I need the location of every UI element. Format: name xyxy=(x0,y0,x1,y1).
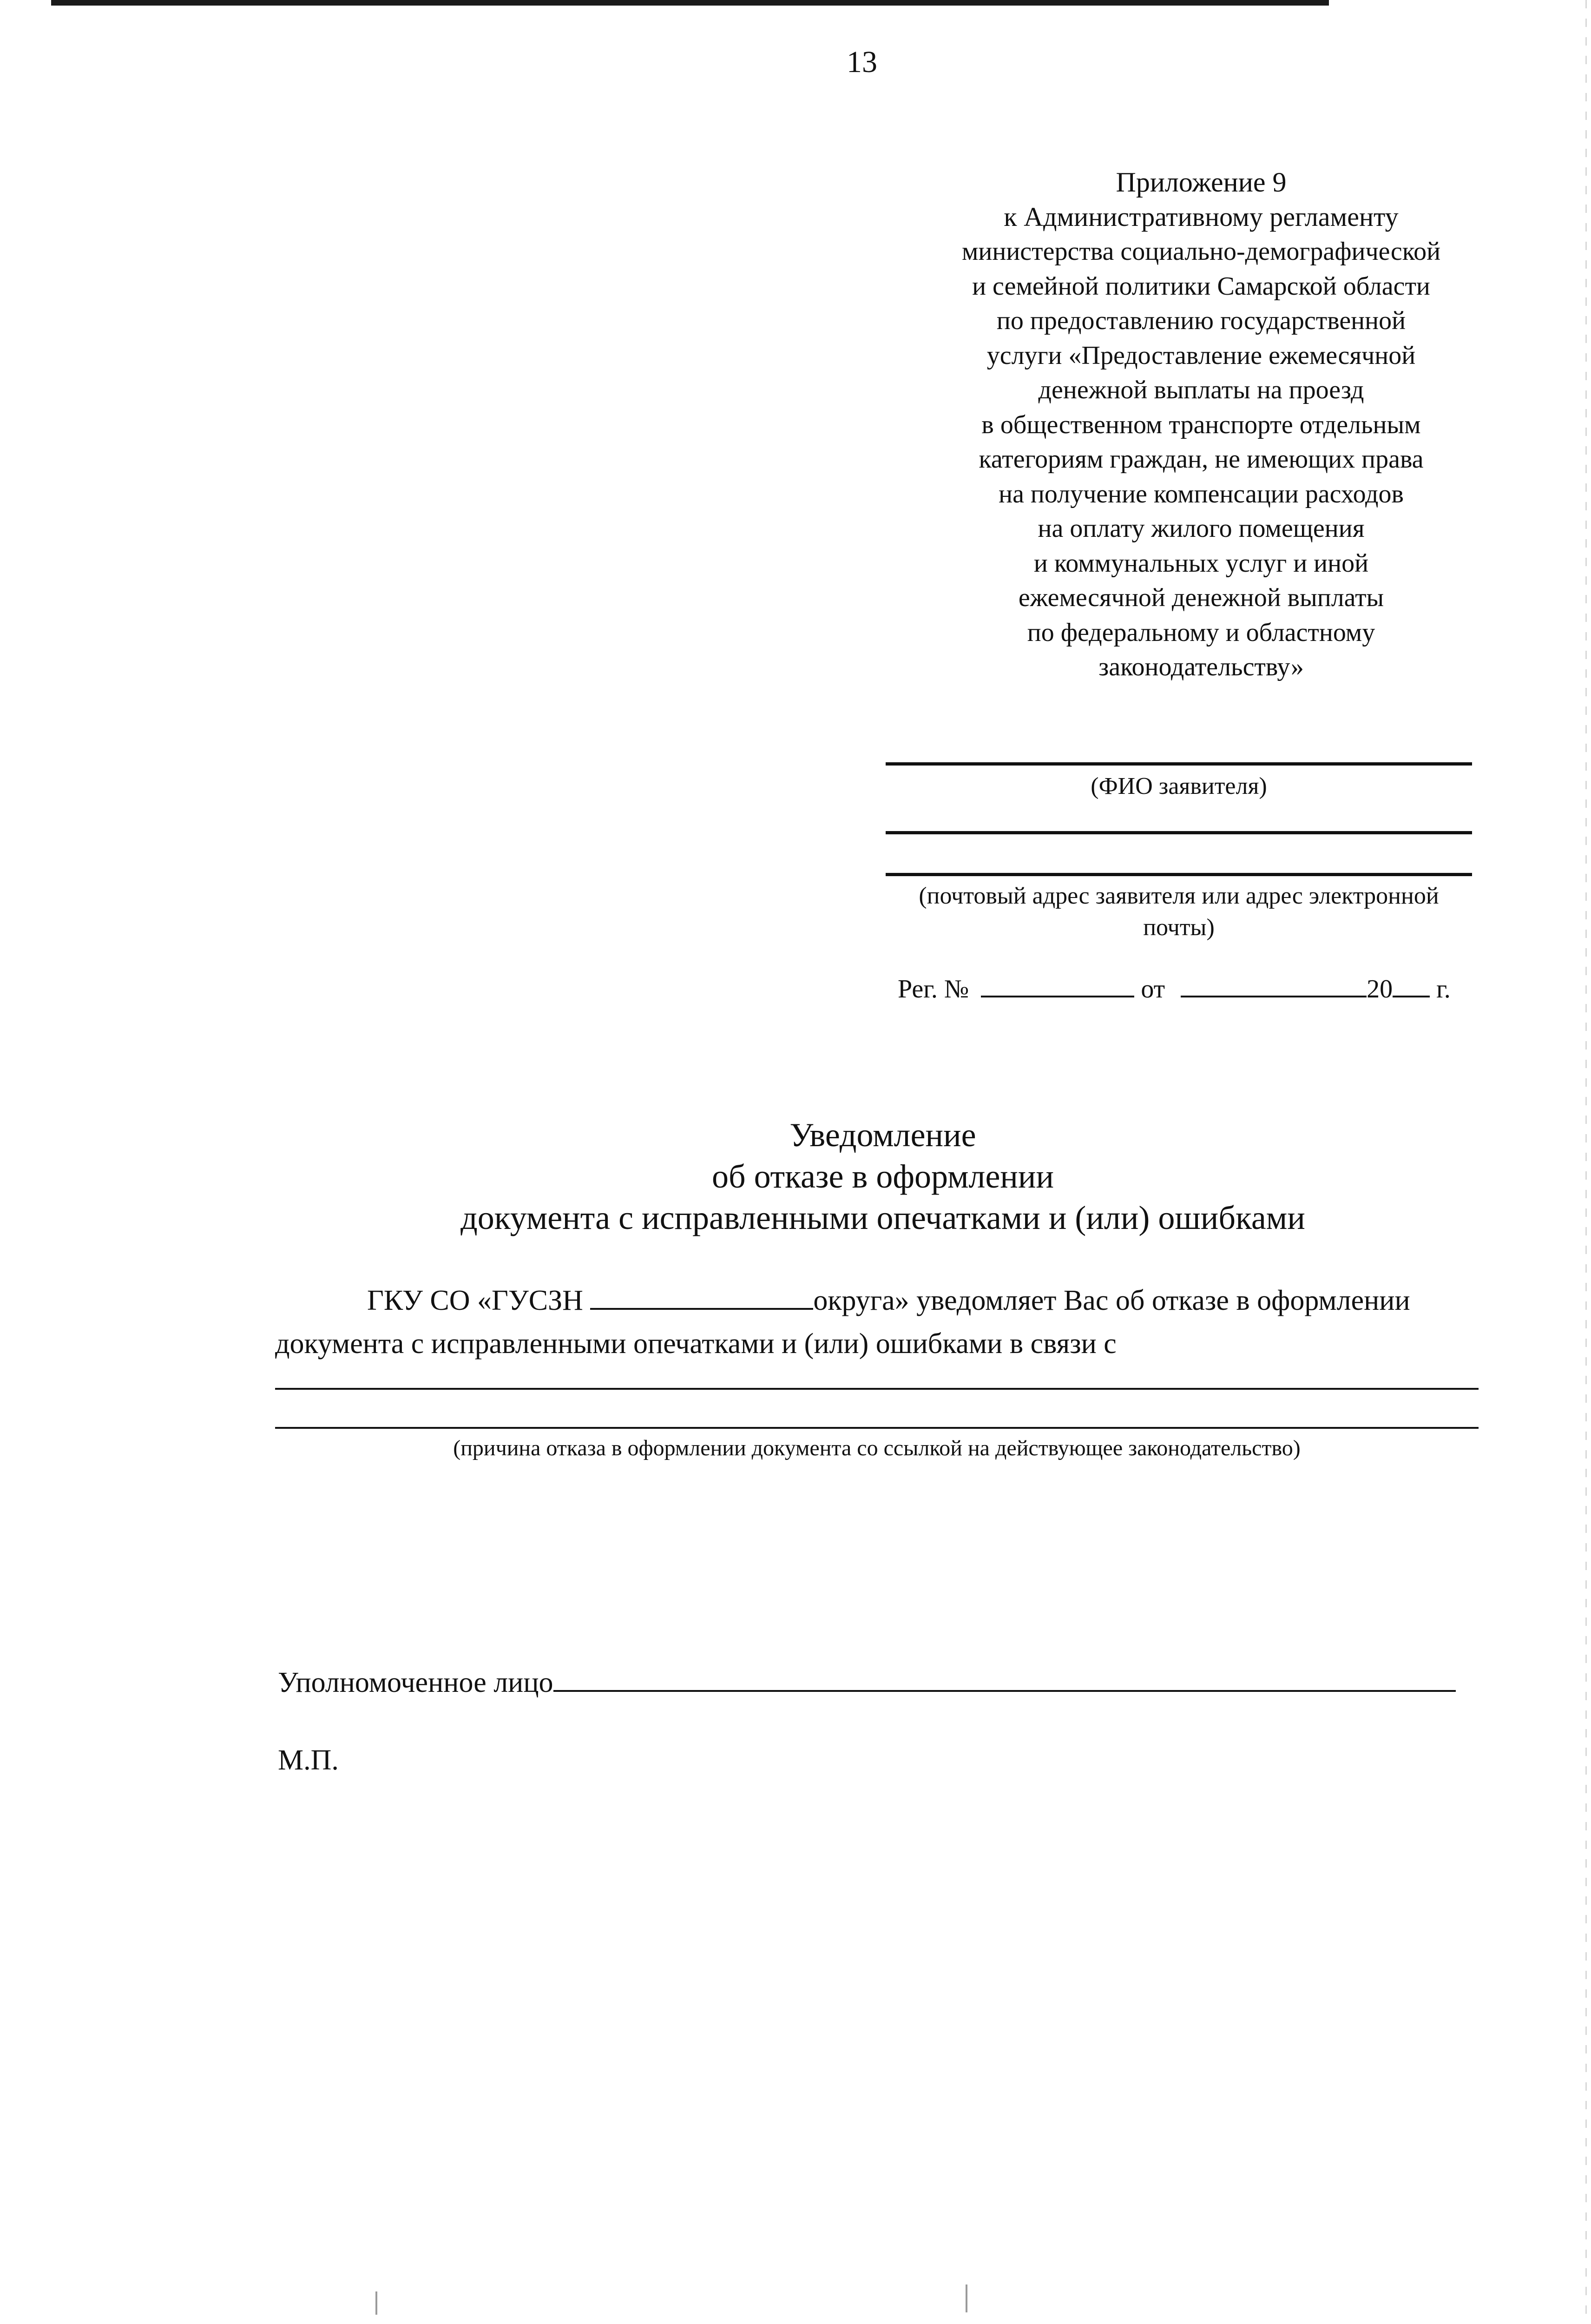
signature-label: Уполномоченное лицо xyxy=(278,1667,553,1698)
reg-date-label: от xyxy=(1141,975,1165,1004)
appendix-line: к Административному регламенту xyxy=(1004,201,1399,232)
district-field[interactable] xyxy=(590,1284,813,1310)
registration-row xyxy=(898,973,1451,1004)
applicant-name-caption: (ФИО заявителя) xyxy=(1091,773,1267,799)
appendix-title: Приложение 9 xyxy=(1116,167,1287,198)
reg-date-field[interactable] xyxy=(1181,973,1367,997)
appendix-line: на получение компенсации расходов xyxy=(999,479,1404,508)
reason-caption: (причина отказа в оформлении документа со ссылкой на действующее законодательство) xyxy=(453,1436,1301,1460)
body-line-2: документа с исправленными опечатками и (или) ошибками в связи с xyxy=(275,1328,1117,1360)
seal-mark: М.П. xyxy=(278,1744,339,1776)
scan-right-edge xyxy=(1585,0,1587,2324)
appendix-line: в общественном транспорте отдельным xyxy=(981,410,1421,439)
appendix-line: категориям граждан, не имеющих права xyxy=(979,445,1424,474)
appendix-header xyxy=(925,165,1478,685)
appendix-line: ежемесячной денежной выплаты xyxy=(1018,583,1384,612)
page-number: 13 xyxy=(847,45,877,79)
appendix-line: и семейной политики Самарской области xyxy=(972,271,1430,301)
signature-row xyxy=(278,1666,1456,1699)
appendix-line: денежной выплаты на проезд xyxy=(1038,376,1364,404)
body-line-1-start: ГКУ СО «ГУСЗН xyxy=(367,1285,583,1316)
applicant-address-line[interactable] xyxy=(886,873,1472,876)
reg-year-prefix: 20 xyxy=(1367,975,1393,1004)
body-line-1-end: округа» уведомляет Вас об отказе в оформлении xyxy=(813,1285,1410,1316)
appendix-line: на оплату жилого помещения xyxy=(1038,514,1365,543)
notice-title-line: об отказе в оформлении xyxy=(712,1158,1054,1195)
appendix-line: законодательству» xyxy=(1098,653,1304,681)
notice-title-line: документа с исправленными опечатками и (или) ошибками xyxy=(460,1199,1305,1236)
body-line-1 xyxy=(367,1284,1410,1317)
reason-line[interactable] xyxy=(275,1427,1479,1429)
appendix-line: по федеральному и областному xyxy=(1027,618,1375,647)
notice-title xyxy=(372,1115,1394,1239)
appendix-line: министерства социально-демографической xyxy=(961,237,1441,266)
reg-number-label: Рег. № xyxy=(898,975,969,1004)
applicant-address-line[interactable] xyxy=(886,831,1472,834)
scan-top-border xyxy=(51,0,1329,6)
notice-title-line: Уведомление xyxy=(789,1116,976,1154)
reg-year-suffix: г. xyxy=(1436,975,1451,1004)
reg-number-field[interactable] xyxy=(981,973,1134,997)
appendix-line: услуги «Предоставление ежемесячной xyxy=(986,341,1416,370)
applicant-name-line[interactable] xyxy=(886,762,1472,766)
signature-field[interactable] xyxy=(553,1666,1456,1692)
applicant-address-caption: почты) xyxy=(1143,914,1215,941)
applicant-address-caption: (почтовый адрес заявителя или адрес электронной xyxy=(919,883,1439,909)
reason-line[interactable] xyxy=(275,1388,1479,1390)
reg-year-field[interactable] xyxy=(1393,973,1430,997)
scan-mark xyxy=(966,2284,967,2312)
scan-mark xyxy=(375,2291,377,2315)
appendix-line: по предоставлению государственной xyxy=(996,306,1406,335)
appendix-line: и коммунальных услуг и иной xyxy=(1033,548,1369,578)
